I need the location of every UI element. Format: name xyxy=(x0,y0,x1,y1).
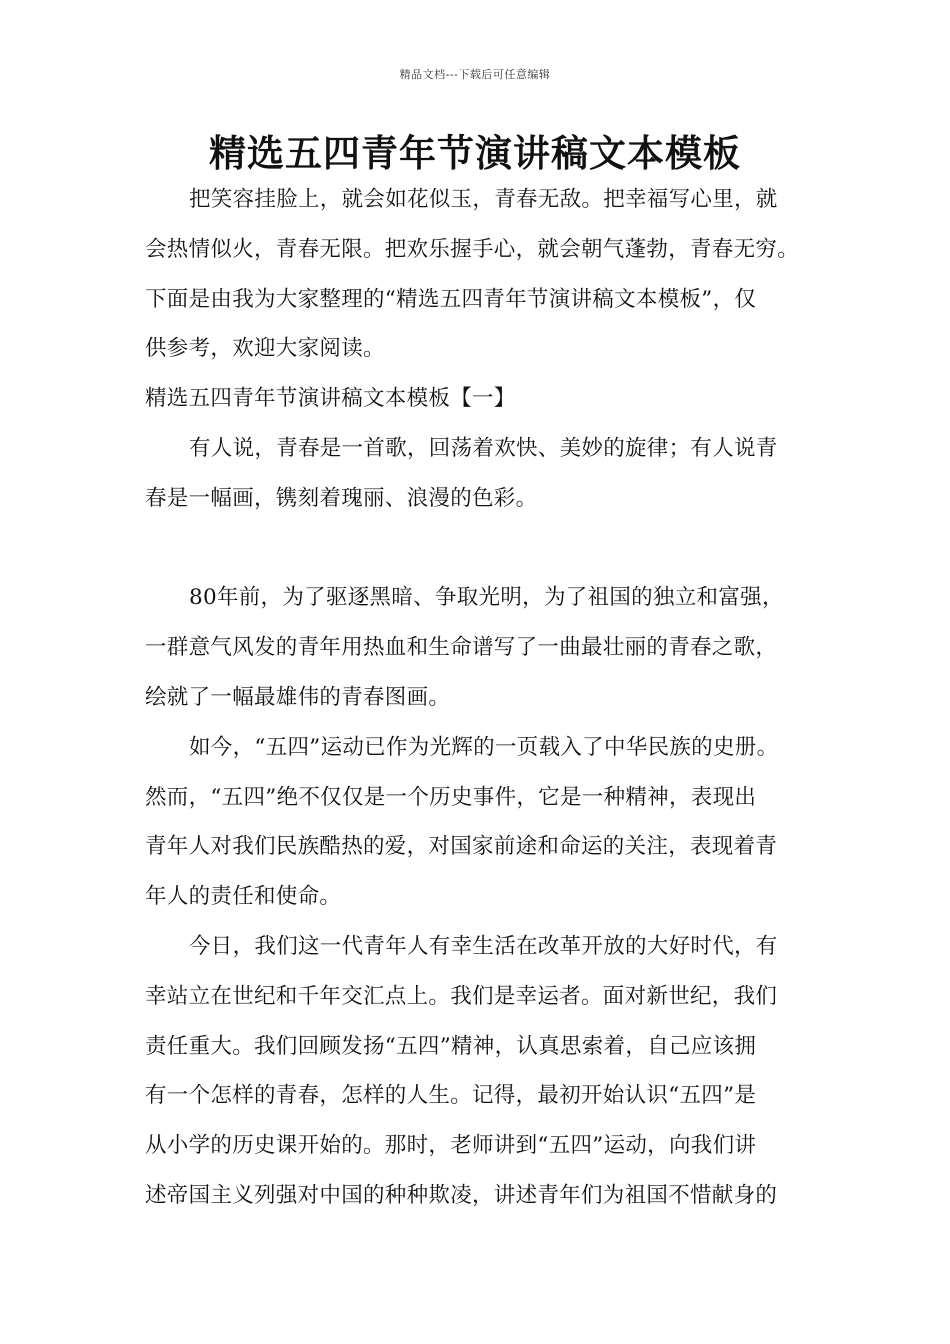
paragraph-line: 幸站立在世纪和千年交汇点上。我们是幸运者。面对新世纪，我们 xyxy=(145,983,778,1009)
paragraph-line: 年人的责任和使命。 xyxy=(145,884,342,910)
paragraph-line: 下面是由我为大家整理的“精选五四青年节演讲稿文本模板”，仅 xyxy=(145,286,757,312)
paragraph-line: 供参考，欢迎大家阅读。 xyxy=(145,336,385,362)
paragraph-line: 有人说，青春是一首歌，回荡着欢快、美妙的旋律；有人说青 xyxy=(189,435,778,461)
paragraph-line: 责任重大。我们回顾发扬“五四”精神，认真思索着，自己应该拥 xyxy=(145,1033,757,1059)
paragraph-line: 今日，我们这一代青年人有幸生活在改革开放的大好时代，有 xyxy=(189,933,778,959)
paragraph-line: 从小学的历史课开始的。那时，老师讲到“五四”运动，向我们讲 xyxy=(145,1133,757,1159)
paragraph-line: 把笑容挂脸上，就会如花似玉，青春无敌。把幸福写心里，就 xyxy=(189,187,778,212)
paragraph-line: 然而，“五四”绝不仅仅是一个历史事件，它是一种精神，表现出 xyxy=(145,784,757,810)
document-title: 精选五四青年节演讲稿文本模板 xyxy=(209,131,741,175)
paragraph-line: 如今，“五四”运动已作为光辉的一页载入了中华民族的史册。 xyxy=(189,734,779,760)
body-text xyxy=(145,175,825,1221)
paragraph-line: 一群意气风发的青年用热血和生命谱写了一曲最壮丽的青春之歌， xyxy=(145,635,778,661)
paragraph-line: 述帝国主义列强对中国的种种欺凌，讲述青年们为祖国不惜献身的 xyxy=(145,1182,778,1208)
paragraph-line: 春是一幅画，镌刻着瑰丽、浪漫的色彩。 xyxy=(145,485,538,511)
section-heading: 精选五四青年节演讲稿文本模板【一】 xyxy=(145,386,516,412)
paragraph-line: 会热情似火，青春无限。把欢乐握手心，就会朝气蓬勃，青春无穷。 xyxy=(145,236,800,262)
paragraph-line: 有一个怎样的青春，怎样的人生。记得，最初开始认识“五四”是 xyxy=(145,1083,757,1109)
blank-line xyxy=(145,524,825,574)
header-note: 精品文档---下载后可任意编辑 xyxy=(399,68,551,81)
paragraph-line: 80年前，为了驱逐黑暗、争取光明，为了祖国的独立和富强， xyxy=(189,585,784,611)
paragraph-line: 绘就了一幅最雄伟的青春图画。 xyxy=(145,684,451,710)
paragraph-line: 青年人对我们民族酷热的爱，对国家前途和命运的关注，表现着青 xyxy=(145,834,778,860)
